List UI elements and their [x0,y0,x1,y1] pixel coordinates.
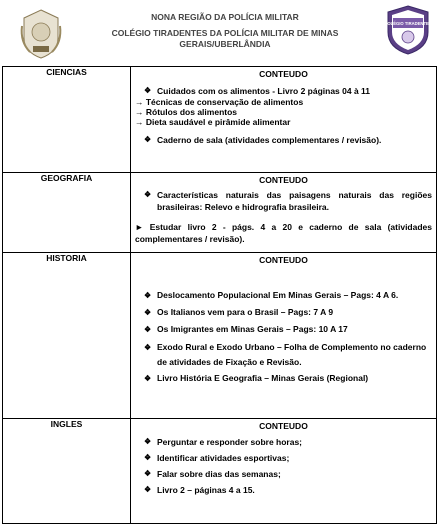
content-table [2,66,437,524]
bullet-icon: ❖ [144,453,152,462]
list-item: ❖ Os Imigrantes em Minas Gerais – Pags: 10 A 17 [131,321,436,338]
list-item: ❖ Características naturais das paisagens naturais das regiões brasileiras: Relevo e hidrografia brasileira. [144,190,432,212]
subject-geografia: GEOGRAFIA [3,173,131,253]
bullet-icon: ❖ [144,469,152,478]
list-item: ❖ Exodo Rural e Exodo Urbano – Folha de Complemento no caderno de atividades de Fixação e Revisão. [144,342,427,367]
header-region-title: NONA REGIÃO DA POLÍCIA MILITAR [151,12,299,22]
document-header [0,0,438,62]
content-header: CONTEUDO [259,255,308,265]
content-header: CONTEUDO [259,69,308,79]
list-item: ❖ Perguntar e responder sobre horas; [131,434,436,450]
header-school-title: COLÉGIO TIRADENTES DA POLÍCIA MILITAR DE MINAS GERAIS/UBERLÂNDIA [111,28,339,49]
bullet-icon: ❖ [144,325,152,334]
list-item: ❖ Falar sobre dias das semanas; [131,466,436,482]
list-item: → Rótulos dos alimentos [135,107,238,117]
school-badge-text: COLÉGIO TIRADENTES [384,20,432,26]
list-item: → Técnicas de conservação de alimentos [135,97,304,107]
list-item: → Dieta saudável e pirâmide alimentar [135,117,291,127]
list-item: ❖ Livro História E Geografia – Minas Gerais (Regional) [131,370,436,387]
bullet-icon: ❖ [144,437,152,446]
bullet-icon: ❖ [144,485,152,494]
bullet-icon: ❖ [144,343,152,352]
table-row [3,419,437,524]
police-crest-logo [18,8,64,60]
content-header: CONTEUDO [259,421,308,431]
table-row [3,67,437,173]
list-item: ❖ Identificar atividades esportivas; [131,450,436,466]
table-row [3,253,437,419]
list-item: ❖ Os Italianos vem para o Brasil – Pags: 7 A 9 [131,304,436,321]
bullet-icon: ❖ [144,86,152,95]
bullet-icon: ❖ [144,308,152,317]
list-item: ❖ Cuidados com os alimentos - Livro 2 páginas 04 à 11 [144,86,371,96]
bullet-icon: ❖ [144,291,152,300]
list-item: ❖ Deslocamento Populacional Em Minas Gerais – Pags: 4 A 6. [131,287,436,304]
content-header: CONTEUDO [259,175,308,185]
content-cell [131,173,437,253]
content-cell [131,67,437,173]
list-item: ❖ Livro 2 – páginas 4 a 15. [131,482,436,498]
content-cell [131,419,437,524]
list-item: ► Estudar livro 2 - págs. 4 a 20 e caderno de sala (atividades complementares / revisão). [135,222,432,244]
subject-historia: HISTORIA [3,253,131,419]
school-shield-logo [384,4,432,56]
subject-ciencias: CIENCIAS [3,67,131,173]
bullet-icon: ❖ [144,190,152,199]
bullet-icon: ❖ [144,135,152,144]
list-item: ❖ Caderno de sala (atividades complementares / revisão). [144,135,382,145]
bullet-icon: ❖ [144,374,152,383]
content-cell [131,253,437,419]
table-row [3,173,437,253]
subject-ingles: INGLES [3,419,131,524]
